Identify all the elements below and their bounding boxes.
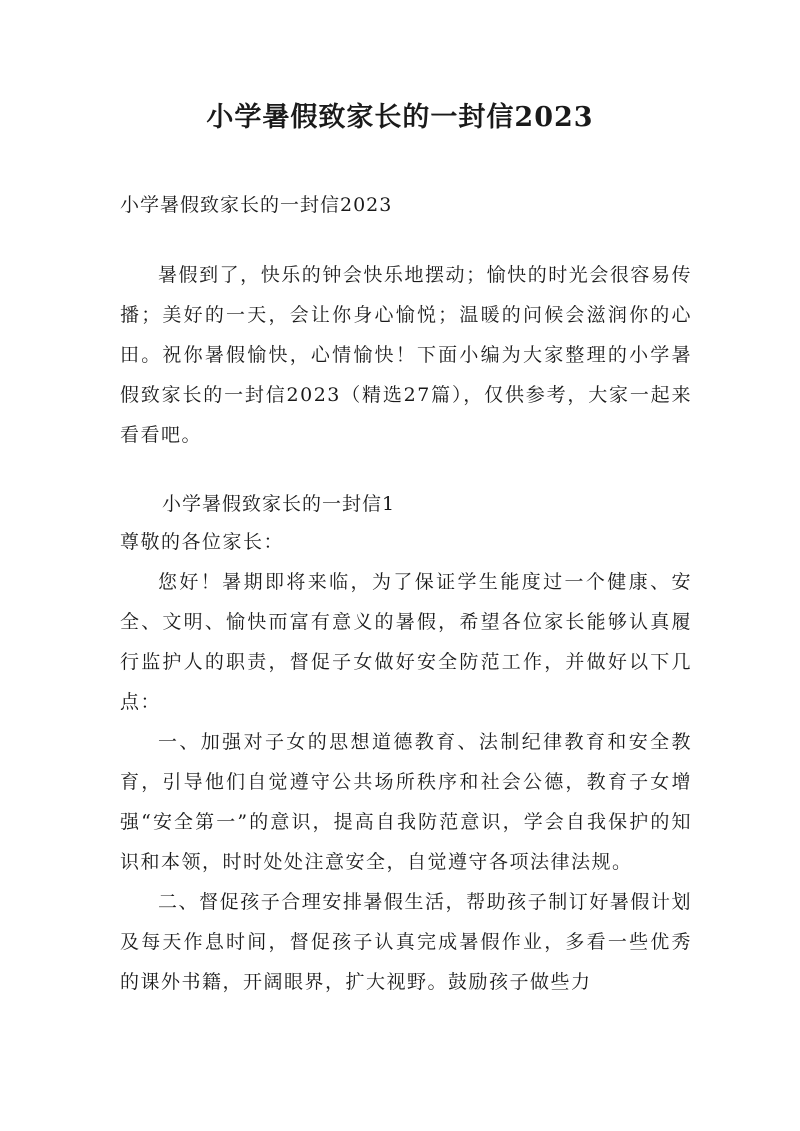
- document-subtitle: 小学暑假致家长的一封信2023: [120, 194, 393, 216]
- body-paragraph-greeting: 您好！暑期即将来临，为了保证学生能度过一个健康、安全、文明、愉快而富有意义的暑假，希望各位家长能够认真履行监护人的职责，督促子女做好安全防范工作，并做好以下几点：: [120, 571, 692, 713]
- letter-body: [120, 562, 692, 1002]
- letter-heading: 小学暑假致家长的一封信1: [162, 493, 396, 515]
- body-paragraph-point-one: 一、加强对子女的思想道德教育、法制纪律教育和安全教育，引导他们自觉遵守公共场所秩序和社会公德，教育子女增强“安全第一”的意识，提高自我防范意识，学会自我保护的知识和本领，时时处处注意安全，自觉遵守各项法律法规。: [120, 731, 692, 873]
- intro-block: [120, 255, 692, 455]
- document-title: 小学暑假致家长的一封信2023: [206, 102, 594, 133]
- salutation: 尊敬的各位家长：: [120, 531, 285, 553]
- body-paragraph-point-two: 二、督促孩子合理安排暑假生活，帮助孩子制订好暑假计划及每天作息时间，督促孩子认真完成暑假作业，多看一些优秀的课外书籍，开阔眼界，扩大视野。鼓励孩子做些力: [120, 891, 692, 993]
- intro-paragraph: 暑假到了，快乐的钟会快乐地摆动；愉快的时光会很容易传播；美好的一天，会让你身心愉悦；温暖的问候会滋润你的心田。祝你暑假愉快，心情愉快！下面小编为大家整理的小学暑假致家长的一封信2023（精选27篇），仅供参考，大家一起来看看吧。: [120, 264, 692, 446]
